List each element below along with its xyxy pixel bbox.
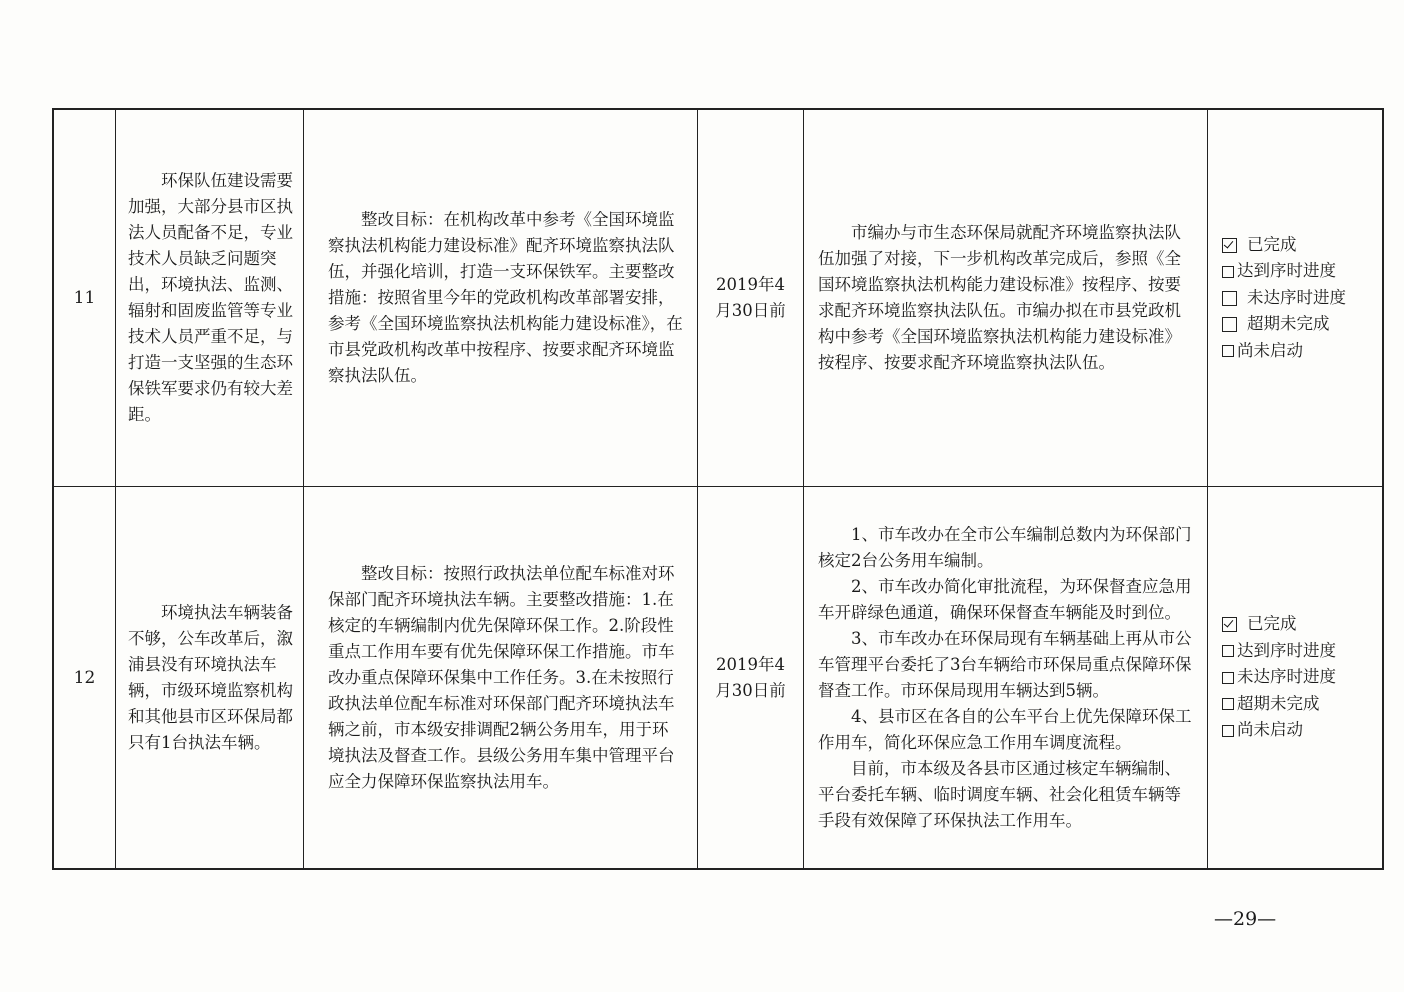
status-option-completed <box>1222 232 1346 259</box>
status-label: 达到序时进度 <box>1237 640 1336 660</box>
status-label: 未达序时进度 <box>1247 287 1346 307</box>
status-label: 达到序时进度 <box>1237 261 1336 281</box>
status-option-behind-schedule <box>1222 664 1336 691</box>
row-number-cell <box>54 487 116 868</box>
goal-cell <box>304 487 698 868</box>
status-option-overdue <box>1222 311 1346 338</box>
deadline-text: 2019年4 月30日前 <box>715 654 786 700</box>
status-label: 已完成 <box>1247 234 1297 254</box>
problem-cell <box>116 487 304 868</box>
checkbox-icon <box>1222 345 1234 357</box>
deadline-cell <box>698 110 804 486</box>
status-label: 超期未完成 <box>1247 314 1330 334</box>
status-cell <box>1208 487 1384 868</box>
status-option-overdue <box>1222 691 1336 718</box>
status-option-not-started <box>1222 338 1346 365</box>
rectification-table <box>52 108 1384 870</box>
status-cell <box>1208 110 1384 486</box>
status-label: 未达序时进度 <box>1237 667 1336 687</box>
checked-box-icon <box>1222 238 1237 253</box>
checkbox-icon <box>1222 725 1234 737</box>
goal-cell <box>304 110 698 486</box>
row-number-cell <box>54 110 116 486</box>
status-label: 尚未启动 <box>1237 340 1303 360</box>
checkbox-icon <box>1222 266 1234 278</box>
problem-text: 环境执法车辆装备不够，公车改革后，溆浦县没有环境执法车辆，市级环境监察机构和其他县市区环保局都只有1台执法车辆。 <box>128 602 293 752</box>
checkbox-icon <box>1222 698 1234 710</box>
progress-cell <box>804 110 1208 486</box>
deadline-text: 2019年4 月30日前 <box>715 275 786 320</box>
problem-text: 环保队伍建设需要加强，大部分县市区执法人员配备不足，专业技术人员缺乏问题突出，环境执法、监测、辐射和固废监管等专业技术人员严重不足，与打造一支坚强的生态环保铁军要求仍有较大差距。 <box>128 171 293 424</box>
status-list <box>1222 232 1346 365</box>
status-label: 尚未启动 <box>1237 720 1303 740</box>
checkbox-icon <box>1222 645 1234 657</box>
table-row <box>54 487 1382 868</box>
row-number: 11 <box>73 288 96 308</box>
goal-text: 整改目标：按照行政执法单位配车标准对环保部门配齐环境执法车辆。主要整改措施：1.在核定的车辆编制内优先保障环保工作。2.阶段性重点工作用车要有优先保障环保工作措施。市车改办重点保障环保集中工作任务。3.在未按照行政执法单位配车标准对环保部门配齐环境执法车辆之前，市本级安排调配2辆公务用车，用于环境执法及督查工作。县级公务用车集中管理平台应全力保障环保监察执法用车。 <box>328 563 675 791</box>
status-option-completed <box>1222 611 1336 638</box>
row-number: 12 <box>73 667 96 688</box>
page-number: —29— <box>1214 908 1277 930</box>
checkbox-icon <box>1222 672 1234 684</box>
status-option-on-schedule <box>1222 258 1346 285</box>
status-label: 已完成 <box>1247 614 1297 634</box>
status-label: 超期未完成 <box>1237 693 1320 713</box>
status-list <box>1222 611 1336 744</box>
status-option-on-schedule <box>1222 638 1336 665</box>
status-option-behind-schedule <box>1222 285 1346 312</box>
deadline-cell <box>698 487 804 868</box>
progress-text: 市编办与市生态环保局就配齐环境监察执法队伍加强了对接，下一步机构改革完成后，参照《全国环境监察执法机构能力建设标准》按程序、按要求配齐环境监察执法队伍。市编办拟在市县党政机构中参考《全国环境监察执法机构能力建设标准》按程序、按要求配齐环境监察执法队伍。 <box>818 223 1181 372</box>
checked-box-icon <box>1222 617 1237 632</box>
goal-text: 整改目标：在机构改革中参考《全国环境监察执法机构能力建设标准》配齐环境监察执法队伍，并强化培训，打造一支环保铁军。主要整改措施：按照省里今年的党政机构改革部署安排，参考《全国环境监察执法机构能力建设标准》，在市县党政机构改革中按程序、按要求配齐环境监察执法队伍。 <box>328 210 683 385</box>
checkbox-icon <box>1222 317 1237 332</box>
progress-cell <box>804 487 1208 868</box>
progress-text: 1、市车改办在全市公车编制总数内为环保部门核定2台公务用车编制。 2、市车改办简化审批流程，为环保督查应急用车开辟绿色通道，确保环保督查车辆能及时到位。 3、市车改办在环保局现有车辆基础上再从市公车管理平台委托了3台车辆给市环保局重点保障环保督查工作。市环保局现用车辆达到5辆。 4、县市区在各自的公车平台上优先保障环保工作用车，简化环保应急工作用车调度流程。 目前，市本级及各县市区通过核定车辆编制、平台委托车辆、临时调度车辆、社会化租赁车辆等手段有效保障了环保执法工作用车。 <box>818 524 1192 830</box>
checkbox-icon <box>1222 291 1237 306</box>
status-option-not-started <box>1222 717 1336 744</box>
table-row <box>54 110 1382 487</box>
problem-cell <box>116 110 304 486</box>
